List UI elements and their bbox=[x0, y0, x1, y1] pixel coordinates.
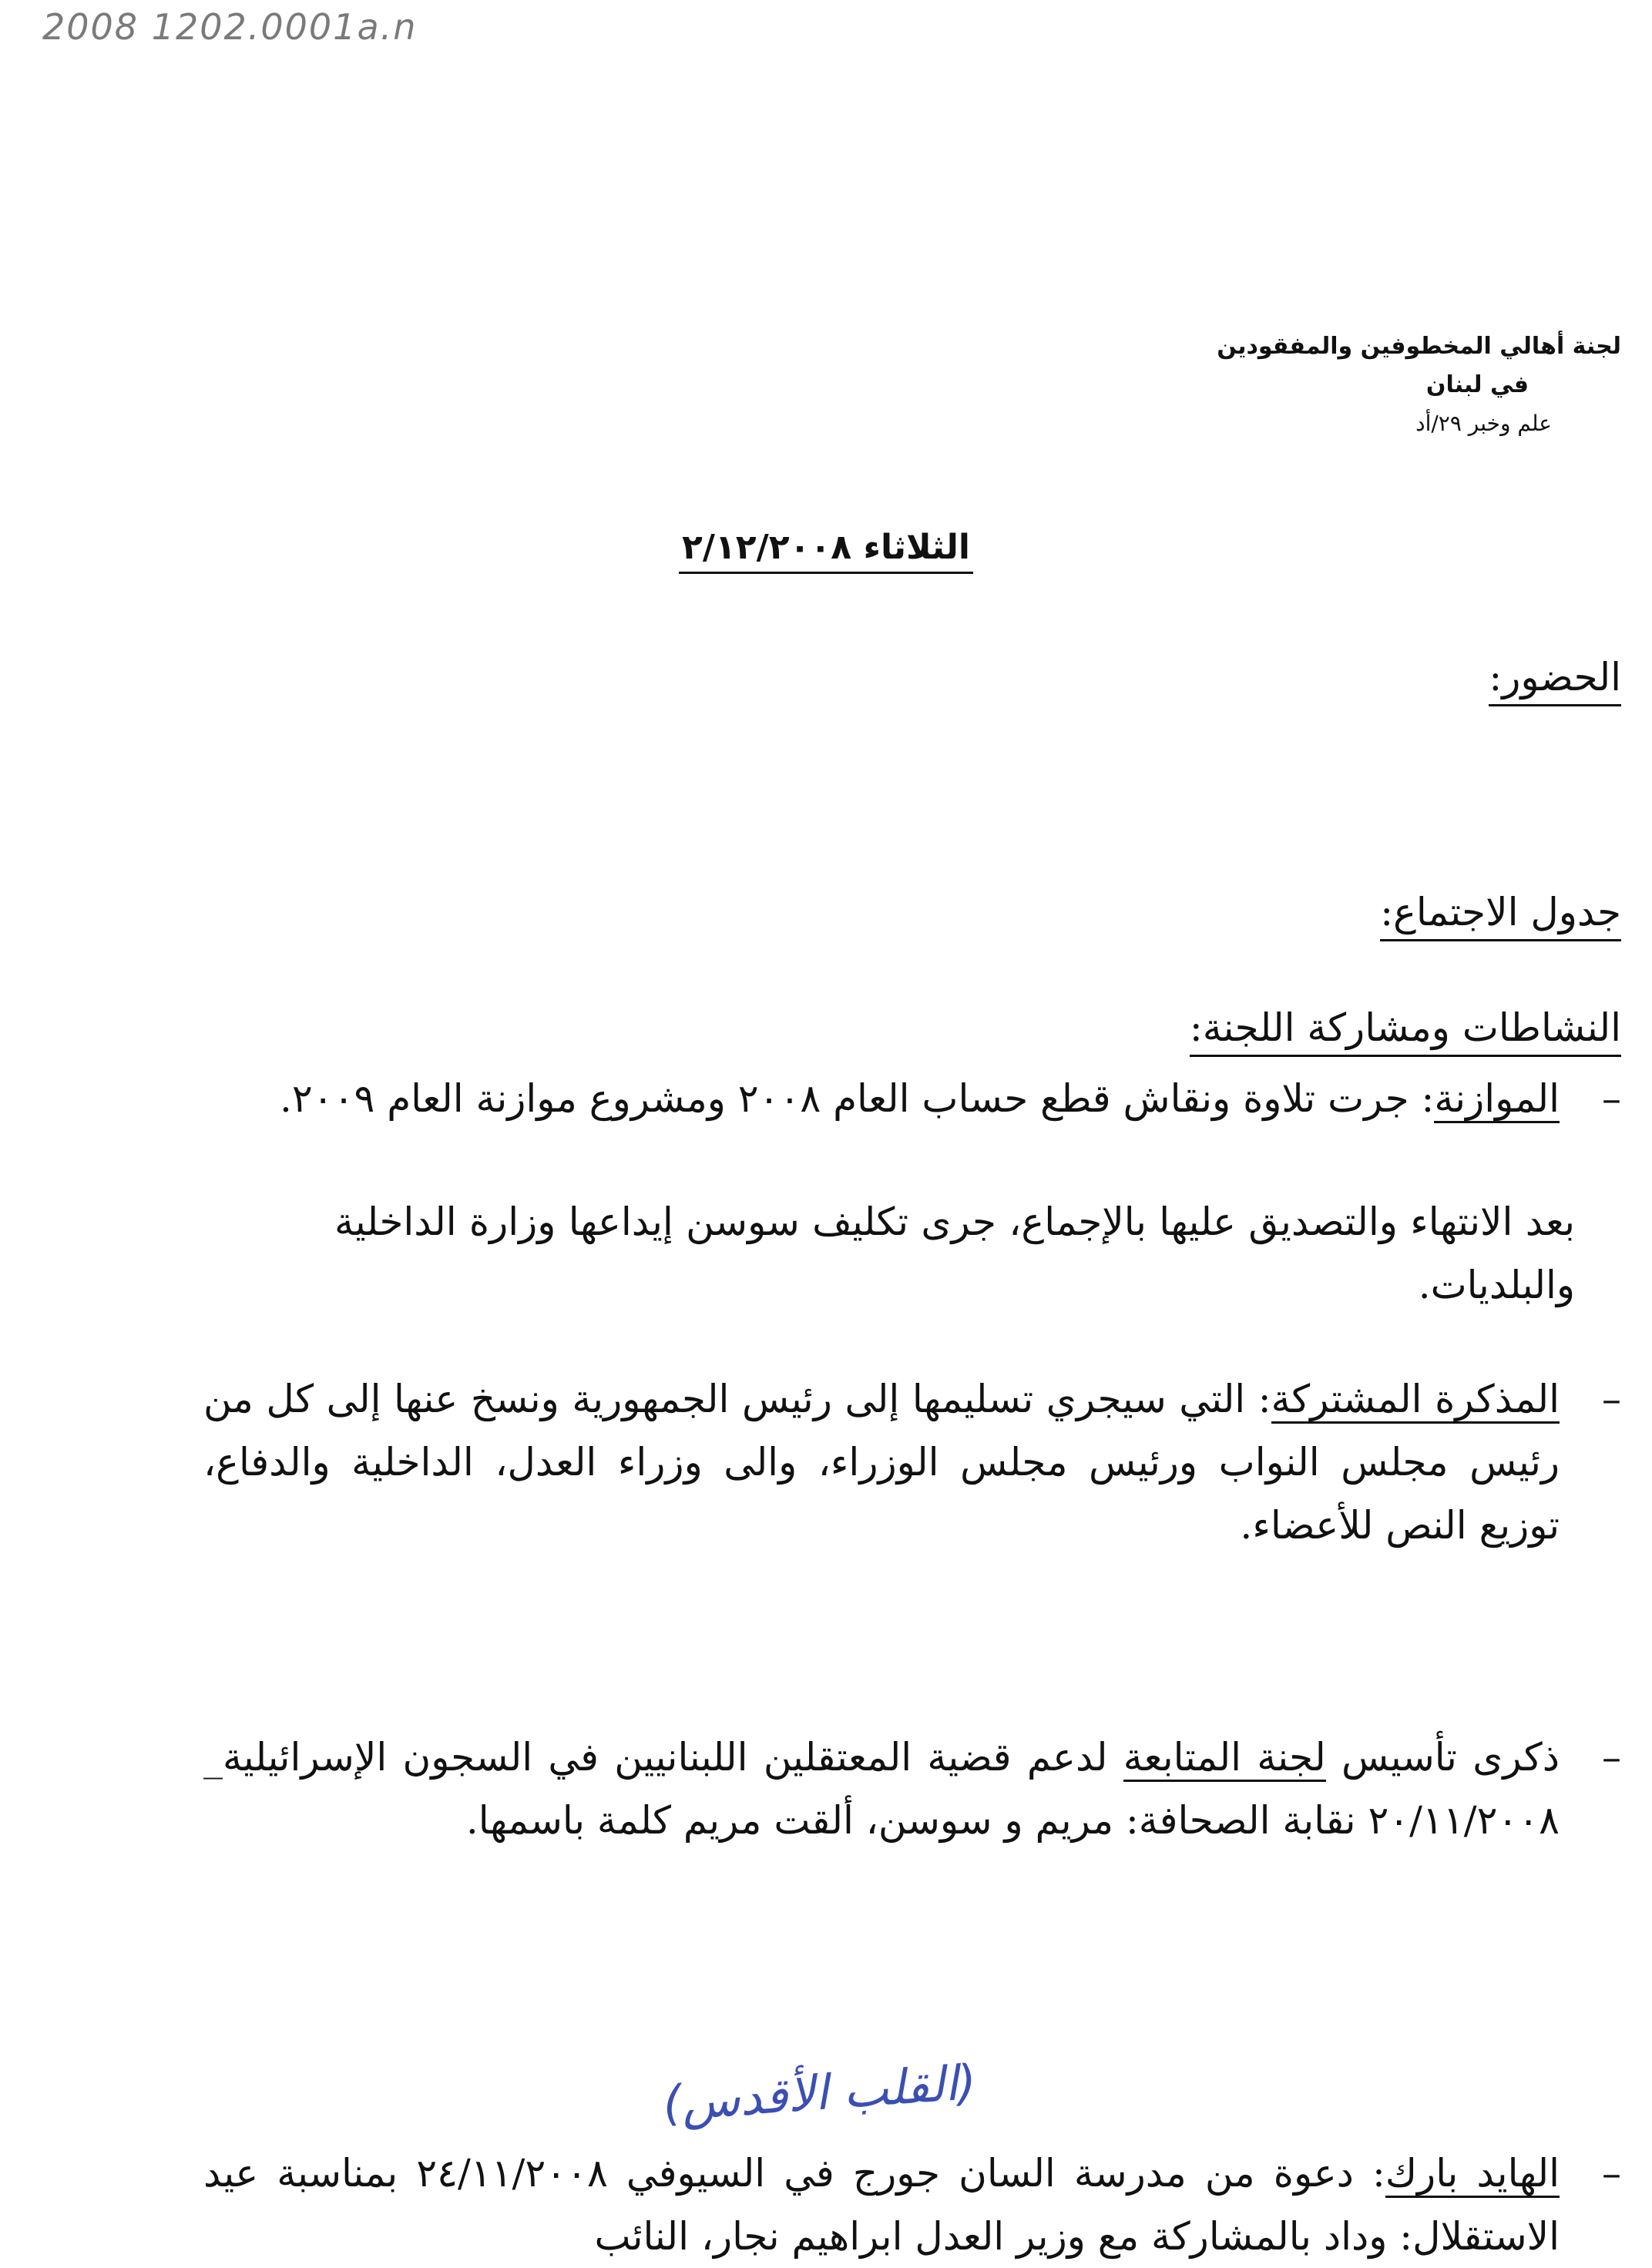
registration-reference: علم وخبر ٢٩/أد bbox=[1415, 411, 1552, 436]
meeting-date: الثلاثاء ٢/١٢/٢٠٠٨ bbox=[679, 528, 973, 574]
attendance-section bbox=[1489, 655, 1621, 700]
letterhead bbox=[1082, 327, 1621, 443]
activities-section bbox=[1190, 1005, 1621, 1050]
organization-location: في لبنان bbox=[1425, 371, 1529, 398]
agenda-item-follow-up-committee bbox=[203, 1726, 1621, 1852]
bullet-dash: – bbox=[1602, 1377, 1621, 1421]
meeting-date-heading bbox=[0, 528, 1652, 567]
agenda-item-hyde-park bbox=[203, 2142, 1621, 2268]
bullet-dash: – bbox=[1602, 2151, 1621, 2196]
item-text: : دعوة من مدرسة السان جورج في السيوفي ٢٤/١١/٢٠٠٨ بمناسبة عيد الاستقلال: وداد بالمشاركة مع وزير العدل ابراهيم نجار، النائب bbox=[203, 2151, 1560, 2259]
item-key: الهايد بارك bbox=[1385, 2151, 1560, 2198]
agenda-label: جدول الاجتماع: bbox=[1380, 890, 1621, 941]
agenda-item-joint-memo bbox=[203, 1367, 1621, 1557]
item-text: : جرت تلاوة ونقاش قطع حساب العام ٢٠٠٨ ومشروع موازنة العام ٢٠٠٩. bbox=[279, 1076, 1435, 1121]
activities-label: النشاطات ومشاركة اللجنة: bbox=[1190, 1005, 1621, 1057]
item-key: لجنة المتابعة bbox=[1123, 1735, 1326, 1782]
item-text: : التي سيجري تسليمها إلى رئيس الجمهورية ونسخ عنها إلى كل من رئيس مجلس النواب ورئيس مجلس الوزراء، والى وزراء العدل، الداخلية والدفاع، توزيع النص للأعضاء. bbox=[203, 1377, 1560, 1548]
agenda-item-budget bbox=[203, 1067, 1621, 1130]
archive-reference-number: 2008 1202.0001a.n bbox=[42, 6, 418, 48]
agenda-section bbox=[1380, 890, 1621, 934]
item-text: لدعم قضية المعتقلين اللبنانيين في السجون الإسرائيلية_ ٢٠/١١/٢٠٠٨ نقابة الصحافة: مريم و سوسن، ألقت مريم كلمة باسمها. bbox=[203, 1735, 1560, 1843]
bullet-dash: – bbox=[1602, 1076, 1621, 1121]
budget-followup-paragraph: بعد الانتهاء والتصديق عليها بالإجماع، جرى تكليف سوسن إيداعها وزارة الداخلية والبلديات. bbox=[334, 1199, 1575, 1307]
bullet-dash: – bbox=[1602, 1735, 1621, 1780]
organization-name: لجنة أهالي المخطوفين والمفقودين bbox=[1217, 333, 1621, 360]
item-key: المذكرة المشتركة bbox=[1271, 1377, 1560, 1424]
item-key: الموازنة bbox=[1434, 1076, 1560, 1123]
item-prefix: ذكرى تأسيس bbox=[1325, 1735, 1560, 1780]
attendance-label: الحضور: bbox=[1489, 655, 1621, 706]
handwritten-note: (القلب الأقدس) bbox=[660, 2053, 979, 2132]
